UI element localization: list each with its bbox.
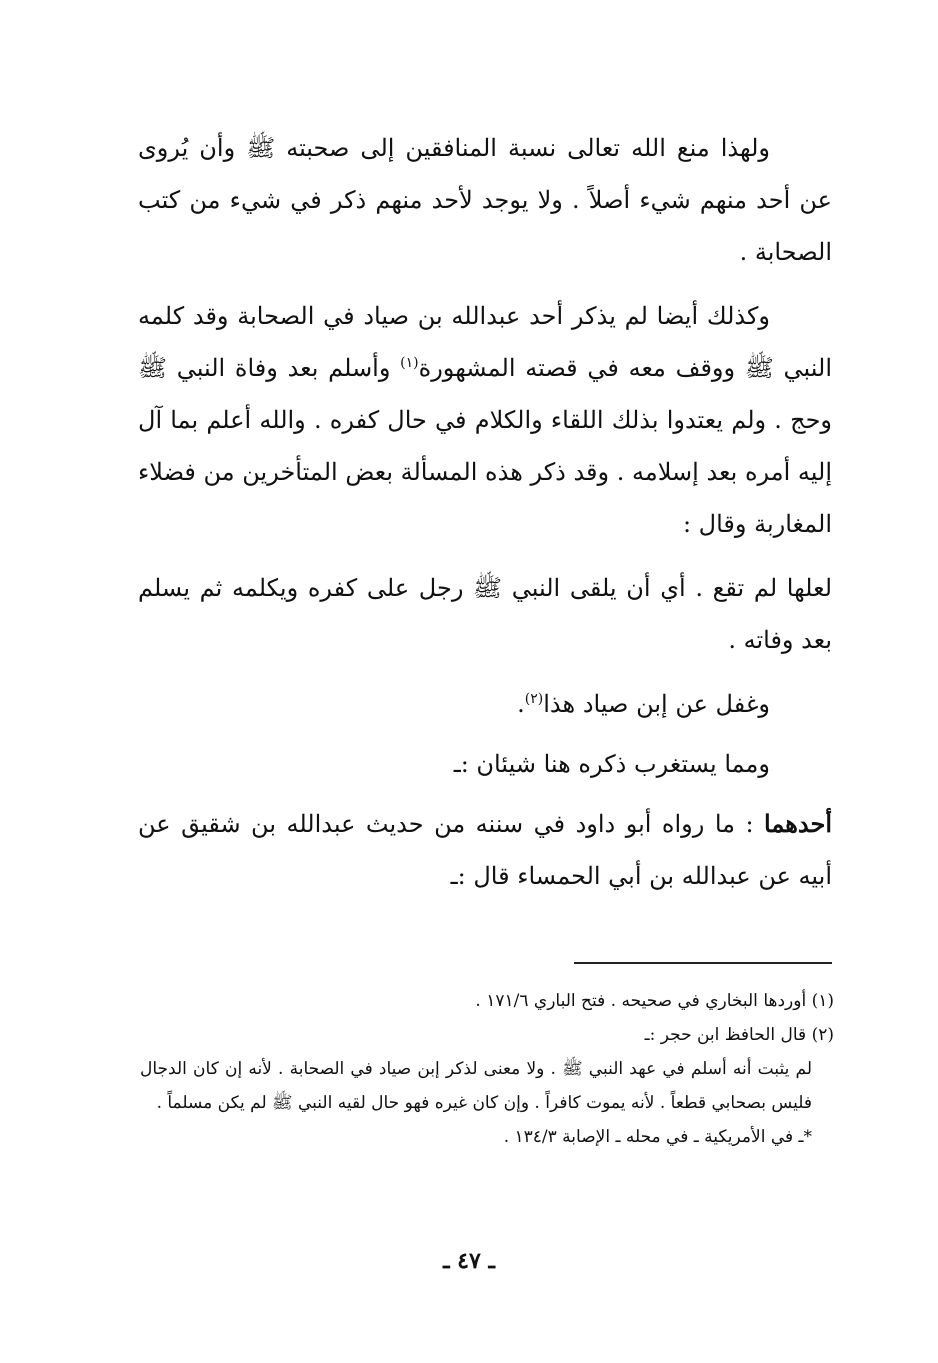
paragraph-4 <box>138 678 832 730</box>
page-number: ـ ٤٧ ـ <box>443 1248 495 1274</box>
paragraph-2-text-before: وكذلك أيضا لم يذكر أحد عبدالله بن صياد في الصحابة وقد كلمه النبي ﷺ ووقف معه في قصته المشهورة <box>138 302 832 382</box>
paragraph-3-text: لعلها لم تقع . أي أن يلقى النبي ﷺ رجل على كفره ويكلمه ثم يسلم بعد وفاته . <box>138 574 833 654</box>
footnote-ref-1: (١) <box>400 355 419 371</box>
footnotes <box>140 984 834 1154</box>
paragraph-4-text-before: وغفل عن إبن صياد هذا <box>543 690 770 718</box>
paragraph-6-text: : ما رواه أبو داود في سننه من حديث عبدالله بن شقيق عن أبيه عن عبدالله بن أبي الحمساء قال :ـ <box>138 810 832 890</box>
footnote-2-note: *ـ في الأمريكية ـ في محله ـ الإصابة ١٣٤/٣ . <box>503 1127 812 1147</box>
paragraph-1-text: ولهذا منع الله تعالى نسبة المنافقين إلى صحبته ﷺ وأن يُروى عن أحد منهم شيء أصلاً . ولا يوجد لأحد منهم ذكر في شيء من كتب الصحابة . <box>138 134 832 266</box>
paragraph-5-text: ومما يستغرب ذكره هنا شيئان :ـ <box>453 750 770 778</box>
paragraph-4-text-after: . <box>517 690 525 718</box>
paragraph-6-lead: أحدهما <box>764 809 832 838</box>
footnote-1: (١) أوردها البخاري في صحيحه . فتح الباري ١٧١/٦ . <box>475 991 834 1011</box>
footnote-2-quote: لم يثبت أنه أسلم في عهد النبي ﷺ . ولا معنى لذكر إبن صياد في الصحابة . لأنه إن كان الدجال فليس بصحابي قطعاً . لأنه يموت كافراً . وإن كان غيره فهو حال لقيه النبي ﷺ لم يكن مسلماً . <box>140 1059 812 1113</box>
footnote-2: (٢) قال الحافظ ابن حجر :ـ <box>644 1025 834 1045</box>
main-text <box>138 122 832 914</box>
paragraph-6 <box>138 798 832 902</box>
footnote-ref-2: (٢) <box>524 691 544 707</box>
paragraph-1 <box>138 122 832 278</box>
paragraph-2 <box>138 290 832 550</box>
paragraph-3 <box>138 562 832 666</box>
footnote-separator <box>574 962 832 964</box>
paragraph-2-text-after: وأسلم بعد وفاة النبي ﷺ وحج . ولم يعتدوا بذلك اللقاء والكلام في حال كفره . والله أعلم بما آل إليه أمره بعد إسلامه . وقد ذكر هذه المسألة بعض المتأخرين من فضلاء المغاربة وقال : <box>138 354 832 538</box>
paragraph-5 <box>138 738 832 790</box>
